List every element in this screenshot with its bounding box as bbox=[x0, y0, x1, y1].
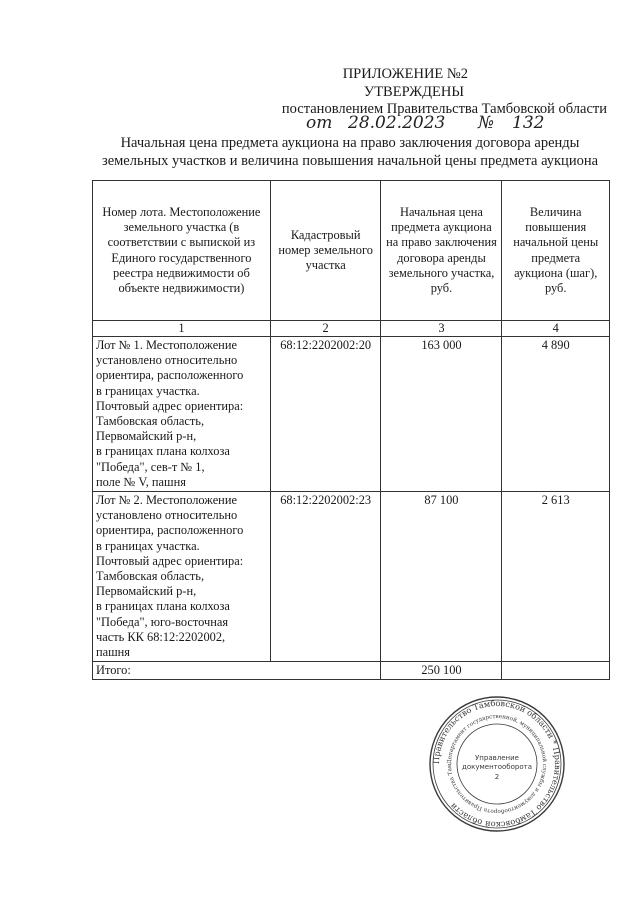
auction-step: 4 890 bbox=[502, 337, 610, 492]
table-row bbox=[93, 337, 610, 492]
total-step-empty bbox=[502, 662, 610, 680]
lot-line: в границах плана колхоза bbox=[96, 599, 230, 614]
appendix-label: ПРИЛОЖЕНИЕ №2 bbox=[342, 66, 468, 82]
decree-date: 28.02.2023 bbox=[348, 113, 446, 133]
lot-description bbox=[93, 337, 271, 492]
total-label: Итого: bbox=[93, 662, 381, 680]
lot-line: Почтовый адрес ориентира: bbox=[96, 553, 244, 568]
lot-line: Первомайский р-н, bbox=[96, 584, 197, 599]
lot-line: Лот № 2. Местоположение bbox=[96, 493, 237, 508]
column-numbers-row bbox=[93, 321, 610, 337]
decree-label: постановлением Правительства Тамбовской области bbox=[281, 101, 607, 117]
stamp-inner-text: Департамент государственной, муниципальной службы и документооборота Правительства Там bbox=[446, 713, 548, 815]
lot-line: пашня bbox=[96, 645, 131, 660]
lot-line: "Победа", сев-т № 1, bbox=[96, 459, 205, 474]
stamp-center-line1: Управление bbox=[475, 754, 519, 762]
cadastral-number: 68:12:2202002:23 bbox=[270, 492, 381, 662]
stamp-center-line2: документооборота bbox=[462, 763, 532, 771]
auction-step: 2 613 bbox=[502, 492, 610, 662]
auction-price-table bbox=[92, 180, 610, 680]
lot-line: установлено относительно bbox=[96, 508, 238, 523]
lot-line: "Победа", юго-восточная bbox=[96, 614, 229, 629]
stamp-center-number: 2 bbox=[494, 773, 500, 781]
cadastral-number: 68:12:2202002:20 bbox=[270, 337, 381, 492]
total-price: 250 100 bbox=[381, 662, 502, 680]
table-header-row bbox=[93, 181, 610, 321]
lot-line: ориентира, расположенного bbox=[96, 368, 244, 383]
starting-price: 163 000 bbox=[381, 337, 502, 492]
date-prefix: от bbox=[306, 113, 333, 133]
lot-line: Почтовый адрес ориентира: bbox=[96, 398, 244, 413]
stamp-outer-text: Правительство Тамбовской области * Правительство Тамбовской области bbox=[430, 697, 564, 831]
number-prefix: № bbox=[478, 113, 495, 133]
column-number: 3 bbox=[381, 321, 502, 337]
lot-line: в границах плана колхоза bbox=[96, 444, 230, 459]
approved-label: УТВЕРЖДЕНЫ bbox=[363, 84, 464, 100]
header-price: Начальная цена предмета аукциона на право заключения договора аренды земельного участка, руб. bbox=[381, 181, 502, 321]
lot-line: Тамбовская область, bbox=[96, 569, 205, 584]
lot-line: Первомайский р-н, bbox=[96, 429, 197, 444]
table-row bbox=[93, 492, 610, 662]
decree-number: 132 bbox=[512, 113, 545, 133]
lot-line: поле № V, пашня bbox=[96, 474, 186, 489]
title-line-2: земельных участков и величина повышения начальной цены предмета аукциона bbox=[101, 153, 599, 169]
total-row bbox=[93, 662, 610, 680]
header-cadastral: Кадастровый номер земельного участка bbox=[270, 181, 381, 321]
lot-description bbox=[93, 492, 271, 662]
official-stamp bbox=[427, 694, 567, 834]
lot-line: Лот № 1. Местоположение bbox=[96, 338, 237, 352]
lot-line: ориентира, расположенного bbox=[96, 523, 244, 538]
lot-line: часть КК 68:12:2202002, bbox=[96, 629, 226, 644]
document-title bbox=[80, 134, 620, 170]
starting-price: 87 100 bbox=[381, 492, 502, 662]
lot-line: в границах участка. bbox=[96, 538, 200, 553]
lot-line: в границах участка. bbox=[96, 383, 200, 398]
title-line-1: Начальная цена предмета аукциона на право заключения договора аренды bbox=[120, 135, 580, 151]
header-lot: Номер лота. Местоположение земельного участка (в соответствии с выпиской из Единого государственного реестра недвижимости об объекте недвижимости) bbox=[93, 181, 271, 321]
column-number: 4 bbox=[502, 321, 610, 337]
column-number: 1 bbox=[93, 321, 271, 337]
column-number: 2 bbox=[270, 321, 381, 337]
lot-line: установлено относительно bbox=[96, 353, 238, 368]
lot-line: Тамбовская область, bbox=[96, 414, 205, 429]
header-step: Величина повышения начальной цены предмета аукциона (шаг), руб. bbox=[502, 181, 610, 321]
